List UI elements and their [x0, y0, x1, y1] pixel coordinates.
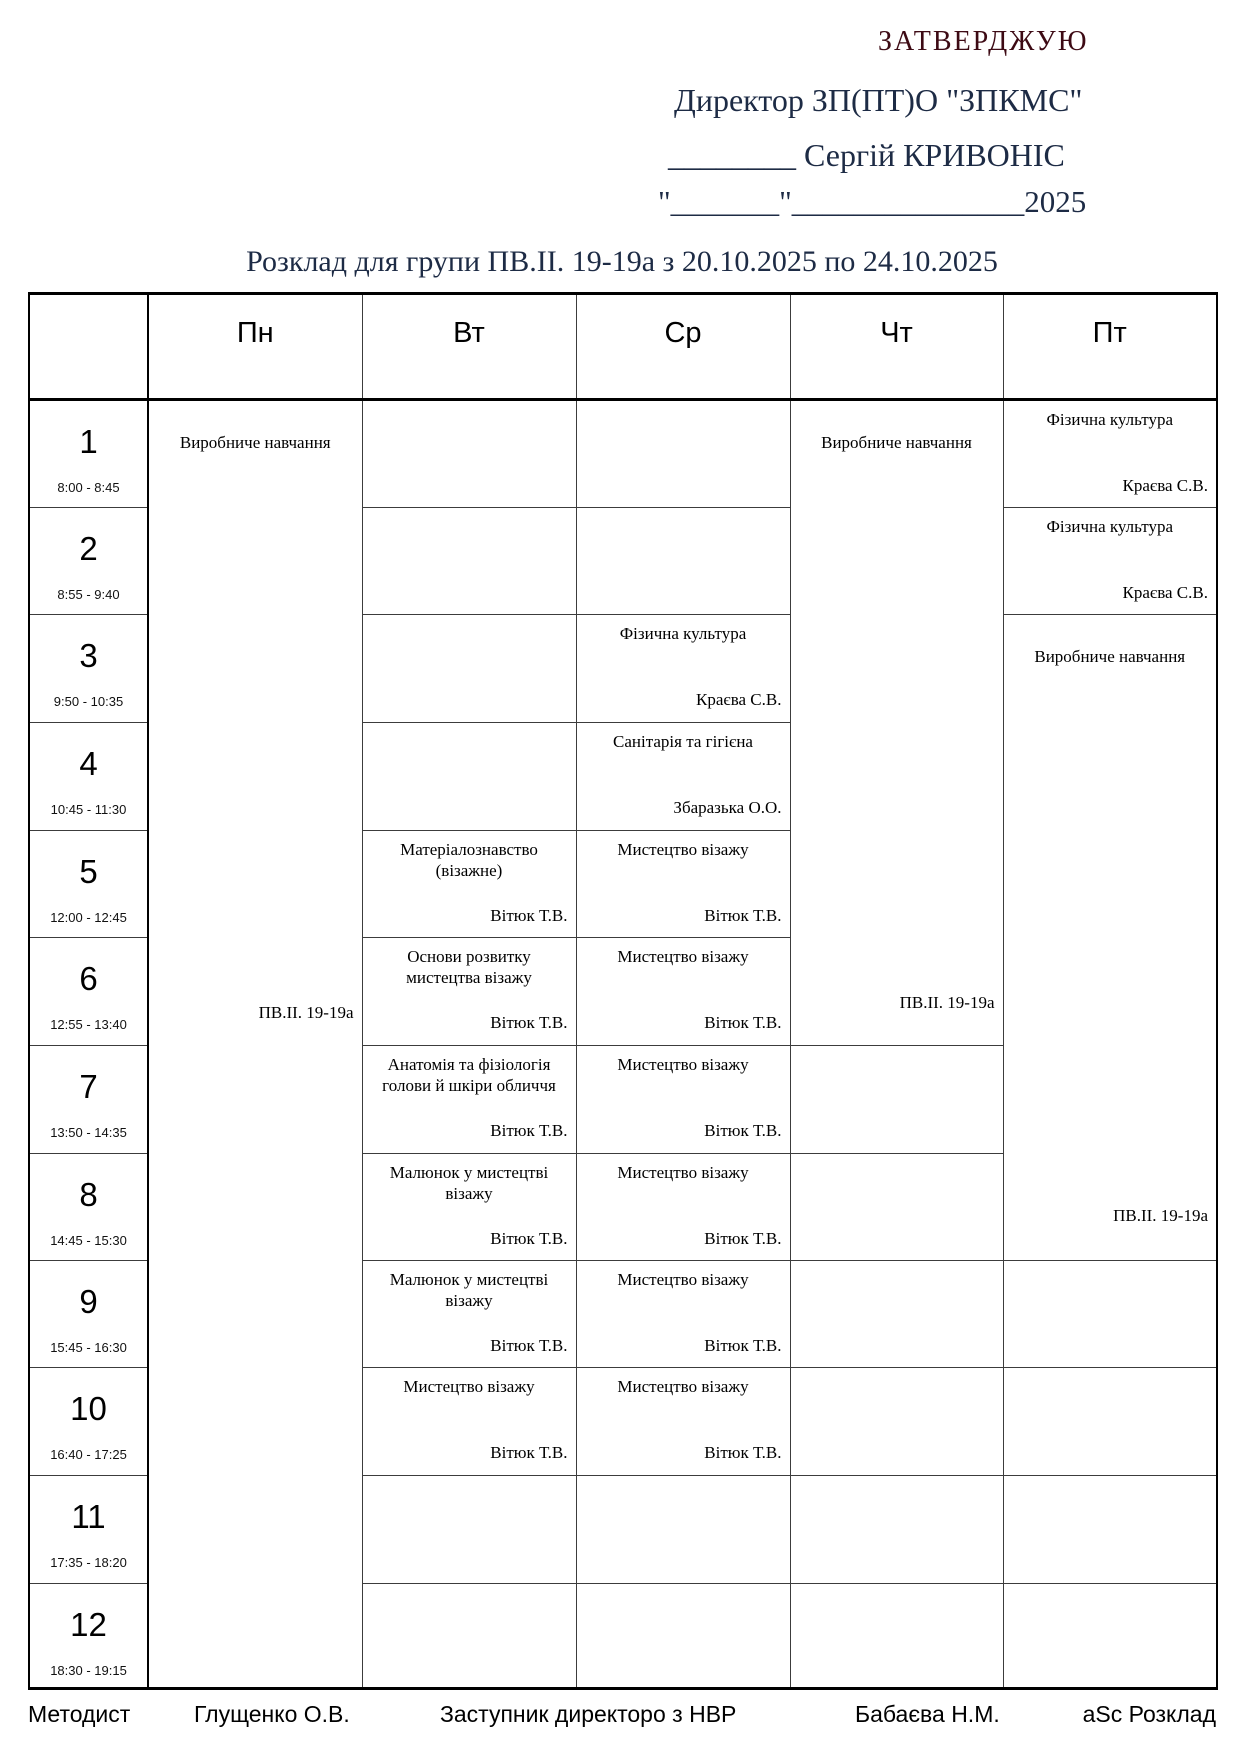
- lesson-subject: Мистецтво візажу: [617, 1163, 749, 1182]
- period-cell-6: [29, 938, 148, 1046]
- empty-cell-wed-11: [576, 1476, 790, 1584]
- empty-cell-wed-2: [576, 508, 790, 615]
- day-header-fri: Пт: [1003, 294, 1217, 400]
- day-header-row: [29, 294, 1217, 400]
- period-number: 1: [79, 423, 98, 460]
- period-number: 11: [71, 1498, 106, 1535]
- lesson-cell-tue-7: [362, 1046, 576, 1154]
- approval-date-line: "_______"_______________2025: [658, 184, 1087, 219]
- day-header-thu: Чт: [790, 294, 1003, 400]
- lesson-cell-wed-9: [576, 1261, 790, 1368]
- empty-cell-fri-9: [1003, 1261, 1217, 1368]
- day-header-wed: Ср: [576, 294, 790, 400]
- period-cell-10: [29, 1368, 148, 1476]
- empty-cell-fri-10: [1003, 1368, 1217, 1476]
- approval-stamp: ЗАТВЕРДЖУЮ: [878, 26, 1089, 57]
- lesson-cell-tue-5: [362, 831, 576, 938]
- period-time: 17:35 - 18:20: [50, 1555, 127, 1570]
- lesson-subject: Основи розвитку мистецтва візажу: [406, 947, 532, 987]
- corner-cell: [29, 294, 148, 400]
- footer-asc-brand: aSc Розклад: [1082, 1701, 1216, 1727]
- lesson-subject: Мистецтво візажу: [617, 947, 749, 966]
- lesson-cell-wed-10: [576, 1368, 790, 1476]
- period-cell-2: [29, 508, 148, 615]
- lesson-cell-fri-2: [1003, 508, 1217, 615]
- period-cell-7: [29, 1046, 148, 1154]
- empty-cell-fri-12: [1003, 1584, 1217, 1689]
- period-number: 3: [79, 637, 98, 674]
- period-cell-12: [29, 1584, 148, 1689]
- day-header-mon: Пн: [148, 294, 362, 400]
- period-cell-5: [29, 831, 148, 938]
- period-cell-8: [29, 1154, 148, 1261]
- lesson-teacher: Вітюк Т.В.: [704, 1336, 782, 1355]
- empty-cell-tue-11: [362, 1476, 576, 1584]
- period-time: 9:50 - 10:35: [53, 694, 124, 709]
- lesson-cell-wed-4: [576, 723, 790, 831]
- lesson-teacher: Вітюк Т.В.: [490, 906, 568, 925]
- day-header-tue: Вт: [362, 294, 576, 400]
- lesson-teacher: Вітюк Т.В.: [490, 1121, 568, 1140]
- lesson-group: ПВ.ІІ. 19-19а: [1113, 1206, 1208, 1225]
- lesson-teacher: Збаразька О.О.: [673, 798, 782, 817]
- empty-cell-fri-11: [1003, 1476, 1217, 1584]
- period-number: 9: [79, 1283, 98, 1320]
- lesson-cell-tue-10: [362, 1368, 576, 1476]
- lesson-teacher: Вітюк Т.В.: [704, 1121, 782, 1140]
- empty-cell-tue-2: [362, 508, 576, 615]
- lesson-cell-wed-7: [576, 1046, 790, 1154]
- lesson-teacher: Вітюк Т.В.: [490, 1443, 568, 1462]
- period-time: 15:45 - 16:30: [50, 1340, 127, 1355]
- period-cell-4: [29, 723, 148, 831]
- lesson-cell-wed-8: [576, 1154, 790, 1261]
- lesson-cell-tue-6: [362, 938, 576, 1046]
- lesson-block-fri: [1003, 615, 1217, 1261]
- empty-cell-tue-1: [362, 400, 576, 508]
- period-number: 4: [79, 745, 98, 782]
- period-number: 10: [70, 1390, 107, 1427]
- lesson-teacher: Вітюк Т.В.: [490, 1229, 568, 1248]
- lesson-subject: Мистецтво візажу: [617, 1377, 749, 1396]
- period-cell-9: [29, 1261, 148, 1368]
- lesson-group: ПВ.ІІ. 19-19а: [899, 993, 995, 1012]
- lesson-subject: Фізична культура: [1046, 517, 1174, 536]
- lesson-subject: Мистецтво візажу: [403, 1377, 535, 1396]
- period-number: 8: [79, 1176, 98, 1213]
- lesson-subject: Анатомія та фізіологія голови й шкіри обличчя: [382, 1055, 556, 1095]
- empty-cell-thu-10: [790, 1368, 1003, 1476]
- period-cell-3: [29, 615, 148, 723]
- lesson-subject: Санітарія та гігієна: [613, 732, 753, 751]
- lesson-cell-wed-3: [576, 615, 790, 723]
- period-time: 12:00 - 12:45: [50, 910, 127, 925]
- period-number: 2: [79, 530, 98, 567]
- period-time: 8:00 - 8:45: [57, 480, 120, 495]
- lesson-subject: Виробниче навчання: [1034, 647, 1186, 666]
- empty-cell-thu-12: [790, 1584, 1003, 1689]
- schedule-table: [28, 292, 1218, 1690]
- lesson-teacher: Вітюк Т.В.: [704, 1443, 782, 1462]
- lesson-teacher: Краєва С.В.: [696, 690, 782, 709]
- lesson-subject: Виробниче навчання: [821, 433, 972, 452]
- period-time: 18:30 - 19:15: [50, 1663, 127, 1678]
- period-time: 13:50 - 14:35: [50, 1125, 127, 1140]
- lesson-cell-fri-1: [1003, 400, 1217, 508]
- footer-role-deputy-director: Заступник директоро з НВР: [440, 1701, 737, 1727]
- empty-cell-thu-8: [790, 1154, 1003, 1261]
- empty-cell-thu-7: [790, 1046, 1003, 1154]
- empty-cell-thu-9: [790, 1261, 1003, 1368]
- period-number: 6: [79, 960, 98, 997]
- approval-signature-line: [668, 137, 1065, 174]
- lesson-teacher: Краєва С.В.: [1122, 583, 1208, 602]
- footer-name-deputy-director: Бабаєва Н.М.: [855, 1701, 1000, 1727]
- lesson-subject: Матеріалознавство (візажне): [400, 840, 538, 880]
- period-number: 7: [79, 1068, 98, 1105]
- lesson-teacher: Краєва С.В.: [1122, 476, 1208, 495]
- period-number: 5: [79, 853, 98, 890]
- lesson-subject: Мистецтво візажу: [617, 1270, 749, 1289]
- lesson-group: ПВ.ІІ. 19-19а: [258, 1003, 354, 1022]
- period-cell-1: [29, 400, 148, 508]
- period-time: 14:45 - 15:30: [50, 1233, 127, 1248]
- lesson-subject: Фізична культура: [619, 624, 747, 643]
- lesson-cell-wed-6: [576, 938, 790, 1046]
- lesson-subject: Виробниче навчання: [179, 433, 331, 452]
- lesson-block-thu: [790, 400, 1003, 1046]
- lesson-teacher: Вітюк Т.В.: [704, 1013, 782, 1032]
- period-time: 16:40 - 17:25: [50, 1447, 127, 1462]
- period-cell-11: [29, 1476, 148, 1584]
- period-time: 8:55 - 9:40: [57, 587, 120, 602]
- period-time: 12:55 - 13:40: [50, 1017, 127, 1032]
- empty-cell-tue-12: [362, 1584, 576, 1689]
- director-name: Сергій КРИВОНІС: [796, 137, 1065, 173]
- lesson-cell-tue-8: [362, 1154, 576, 1261]
- lesson-teacher: Вітюк Т.В.: [704, 906, 782, 925]
- empty-cell-tue-3: [362, 615, 576, 723]
- page-title: Розклад для групи ПВ.ІІ. 19-19а з 20.10.2025 по 24.10.2025: [246, 245, 998, 278]
- lesson-subject: Мистецтво візажу: [617, 1055, 749, 1074]
- lesson-teacher: Вітюк Т.В.: [490, 1013, 568, 1032]
- lesson-subject: Фізична культура: [1046, 410, 1174, 429]
- empty-cell-thu-11: [790, 1476, 1003, 1584]
- lesson-subject: Малюнок у мистецтві візажу: [389, 1270, 549, 1310]
- empty-cell-wed-1: [576, 400, 790, 508]
- period-time: 10:45 - 11:30: [50, 802, 127, 817]
- signature-blank: ________: [668, 137, 796, 173]
- lesson-cell-tue-9: [362, 1261, 576, 1368]
- lesson-teacher: Вітюк Т.В.: [490, 1336, 568, 1355]
- period-row-1: [29, 400, 1217, 508]
- lesson-block-mon: [148, 400, 362, 1689]
- footer-name-methodist: Глущенко О.В.: [194, 1701, 350, 1727]
- period-number: 12: [70, 1606, 107, 1643]
- lesson-subject: Мистецтво візажу: [617, 840, 749, 859]
- footer-role-methodist: Методист: [28, 1701, 131, 1727]
- approval-director-line: Директор ЗП(ПТ)О "ЗПКМС": [674, 82, 1083, 118]
- lesson-teacher: Вітюк Т.В.: [704, 1229, 782, 1248]
- empty-cell-tue-4: [362, 723, 576, 831]
- lesson-subject: Малюнок у мистецтві візажу: [389, 1163, 549, 1203]
- lesson-cell-wed-5: [576, 831, 790, 938]
- empty-cell-wed-12: [576, 1584, 790, 1689]
